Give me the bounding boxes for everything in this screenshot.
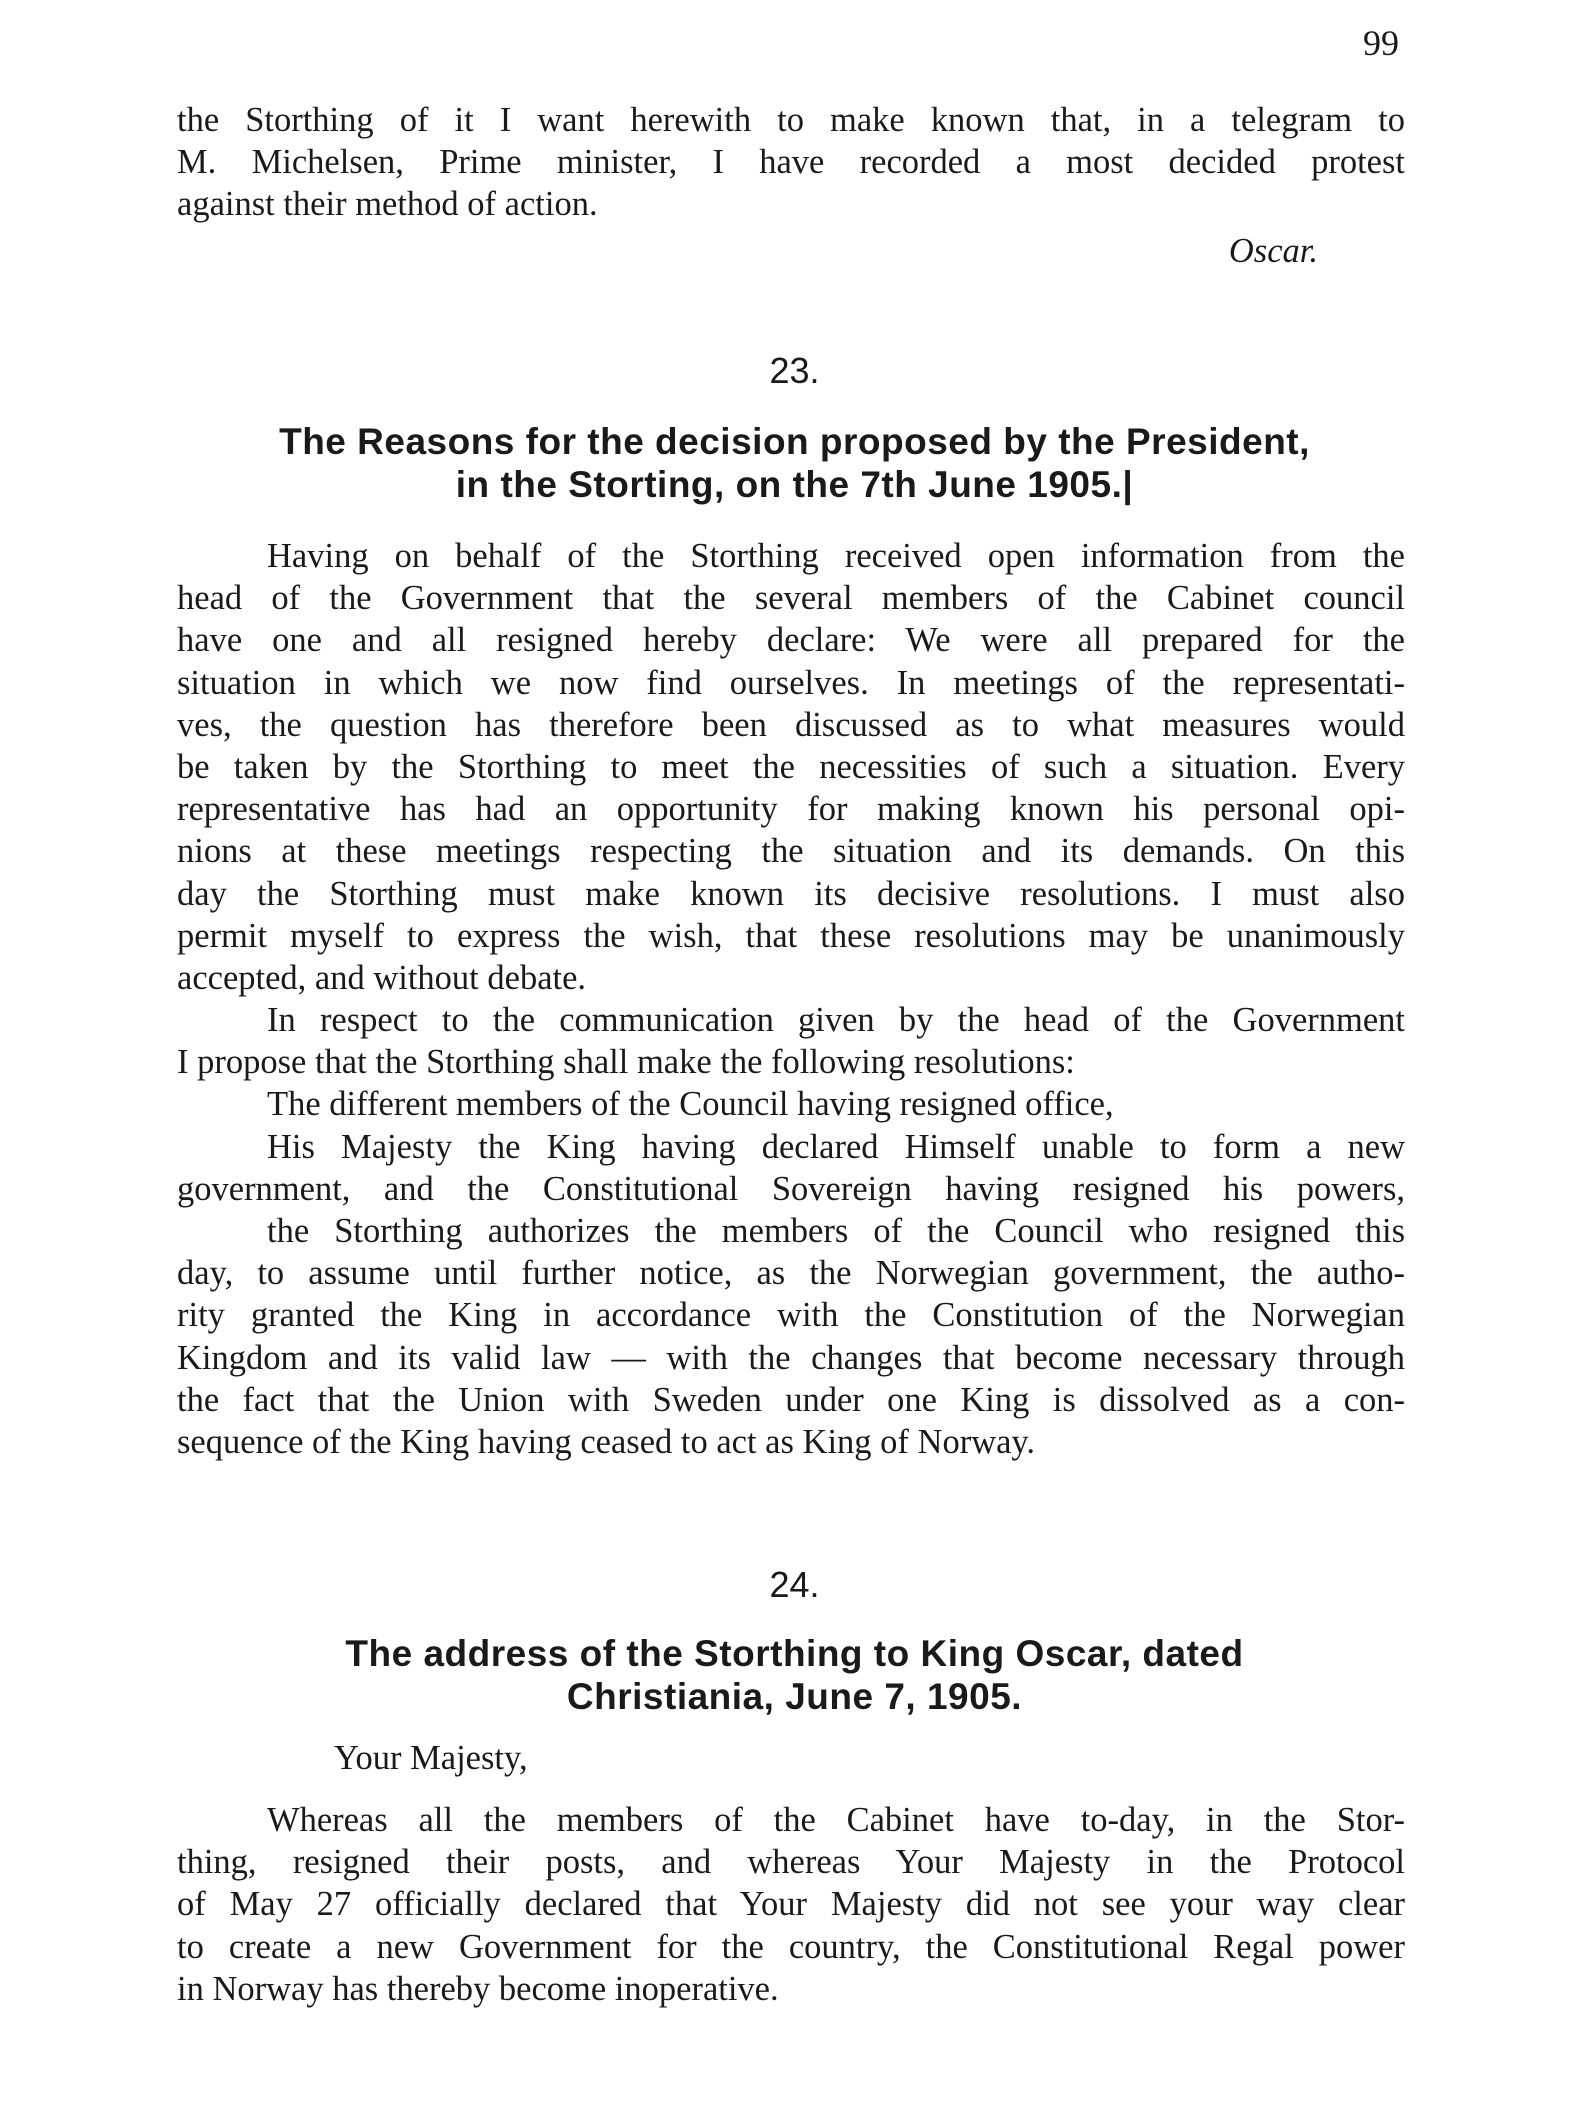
section-number: 23. xyxy=(769,350,820,391)
text-line: day the Storthing must make known its decisive resolutions. I must also xyxy=(177,874,1405,913)
text-line: M. Michelsen, Prime minister, I have recorded a most decided protest xyxy=(177,143,1405,182)
text-line: His Majesty the King having declared Himself unable to form a new xyxy=(267,1127,1405,1166)
text-line: accepted, and without debate. xyxy=(177,958,587,997)
section-number: 24. xyxy=(769,1564,820,1605)
text-line: the fact that the Union with Sweden under one King is dissolved as a con- xyxy=(177,1380,1405,1419)
text-line: head of the Government that the several members of the Cabinet council xyxy=(177,579,1405,618)
text-line: against their method of action. xyxy=(177,185,598,224)
heading-line: in the Storting, on the 7th June 1905.| xyxy=(455,464,1134,505)
text-line: situation in which we now find ourselves. In meetings of the representati- xyxy=(177,663,1405,702)
signature: Oscar. xyxy=(1228,232,1318,270)
text-line: permit myself to express the wish, that these resolutions may be unanimously xyxy=(177,916,1405,955)
heading-line: Christiania, June 7, 1905. xyxy=(566,1676,1023,1717)
text-line: ves, the question has therefore been discussed as to what measures would xyxy=(177,705,1405,744)
section-heading xyxy=(0,420,1589,506)
intro-paragraph xyxy=(177,99,1405,226)
text-line: sequence of the King having ceased to act as King of Norway. xyxy=(177,1422,1036,1461)
heading-line: The Reasons for the decision proposed by the President, xyxy=(279,421,1310,462)
page-number: 99 xyxy=(1363,23,1399,63)
text-line: thing, resigned their posts, and whereas Your Majesty in the Protocol xyxy=(177,1843,1405,1882)
text-line: rity granted the King in accordance with the Constitution of the Norwegian xyxy=(177,1296,1405,1335)
text-line: I propose that the Storthing shall make the following resolutions: xyxy=(177,1043,1075,1082)
text-line: be taken by the Storthing to meet the necessities of such a situation. Every xyxy=(177,747,1405,786)
text-line: government, and the Constitutional Sovereign having resigned his powers, xyxy=(177,1169,1405,1208)
section-23-body xyxy=(177,535,1405,1463)
text-line: representative has had an opportunity for making known his personal opi- xyxy=(177,790,1405,829)
text-line: The different members of the Council having resigned office, xyxy=(267,1085,1114,1124)
text-line: nions at these meetings respecting the situation and its demands. On this xyxy=(177,832,1405,871)
text-line: of May 27 officially declared that Your Majesty did not see your way clear xyxy=(177,1885,1405,1924)
section-heading xyxy=(0,1632,1589,1718)
text-line: Having on behalf of the Storthing received open information from the xyxy=(267,537,1405,575)
section-24-body xyxy=(177,1799,1405,2010)
text-line: the Storthing of it I want herewith to make known that, in a telegram to xyxy=(177,101,1405,139)
text-line: have one and all resigned hereby declare: We were all prepared for the xyxy=(177,621,1405,660)
text-line: In respect to the communication given by the head of the Government xyxy=(267,1001,1405,1040)
salutation: Your Majesty, xyxy=(334,1739,528,1777)
text-line: the Storthing authorizes the members of the Council who resigned this xyxy=(267,1212,1405,1250)
text-line: day, to assume until further notice, as the Norwegian government, the autho- xyxy=(177,1254,1405,1293)
heading-line: The address of the Storthing to King Oscar, dated xyxy=(345,1633,1244,1674)
text-line: Kingdom and its valid law — with the changes that become necessary through xyxy=(177,1338,1405,1377)
text-line: in Norway has thereby become inoperative. xyxy=(177,1969,779,2008)
text-line: to create a new Government for the country, the Constitutional Regal power xyxy=(177,1927,1405,1966)
text-line: Whereas all the members of the Cabinet have to-day, in the Stor- xyxy=(267,1801,1405,1839)
